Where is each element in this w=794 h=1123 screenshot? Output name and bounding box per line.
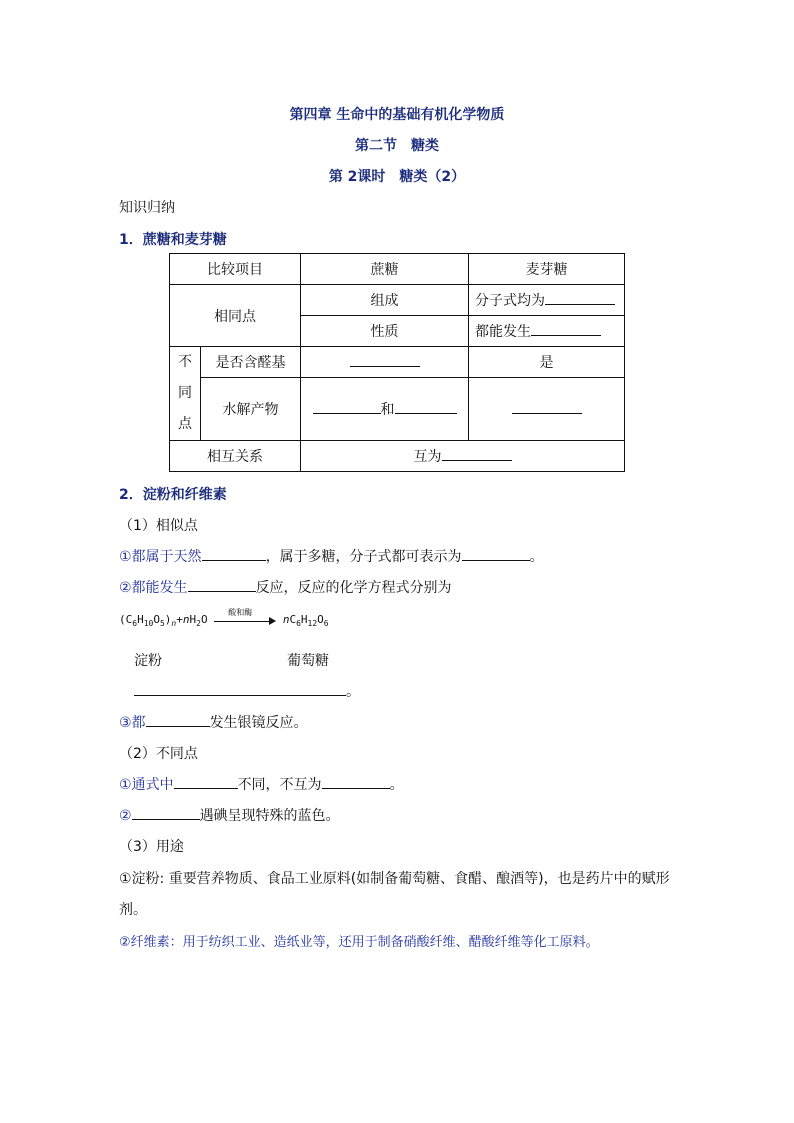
d1c-text: 。 xyxy=(389,777,404,793)
s2a-text: ②都能发生 xyxy=(119,580,188,596)
s3b-text: 发生银镜反应。 xyxy=(209,715,308,731)
table-row xyxy=(170,254,625,285)
diff-char: 同 xyxy=(178,385,192,401)
aldehyde-label: 是否含醛基 xyxy=(201,347,301,378)
table-row xyxy=(170,441,625,472)
different-line-2 xyxy=(119,805,340,825)
diff-char: 不 xyxy=(178,354,192,370)
formula-cell xyxy=(469,285,625,316)
property-cell xyxy=(469,316,625,347)
s3a-text: ③都 xyxy=(119,715,146,731)
formula-same-text: 分子式均为 xyxy=(475,293,545,309)
blank xyxy=(134,683,346,696)
equation-product: $nC_6H_{12}O_6$ xyxy=(282,613,329,629)
blank xyxy=(146,714,210,727)
similar-line-2 xyxy=(119,577,452,597)
lesson-title: 第 2课时 糖类（2） xyxy=(328,169,466,185)
diff-label xyxy=(170,347,201,441)
blank xyxy=(350,354,420,367)
blank xyxy=(395,401,457,414)
table-row xyxy=(170,378,625,441)
blank xyxy=(512,401,582,414)
relation-label: 相互关系 xyxy=(170,441,301,472)
hydrolysis-label: 水解产物 xyxy=(201,378,301,441)
can-undergo-text: 都能发生 xyxy=(475,324,531,340)
aldehyde-sucrose xyxy=(301,347,469,378)
blank xyxy=(545,292,615,305)
header-maltose: 麦芽糖 xyxy=(469,254,625,285)
d1a-text: ①通式中 xyxy=(119,777,174,793)
s2b-text: 反应，反应的化学方程式分别为 xyxy=(255,580,452,596)
reaction-arrow xyxy=(214,608,276,626)
part2-heading: 2．淀粉和纤维素 xyxy=(119,487,227,503)
s1a-text: ①都属于天然 xyxy=(119,549,202,565)
blank xyxy=(202,548,266,561)
diff-char: 点 xyxy=(178,416,192,432)
blank xyxy=(313,401,381,414)
header-sucrose: 蔗糖 xyxy=(301,254,469,285)
same-label: 相同点 xyxy=(170,285,301,347)
composition-label: 组成 xyxy=(301,285,469,316)
blank xyxy=(462,548,530,561)
blank xyxy=(174,776,238,789)
and-text: 和 xyxy=(380,402,395,419)
end-period: 。 xyxy=(346,684,360,700)
blank xyxy=(531,323,601,336)
are-mutual-text: 互为 xyxy=(413,449,442,465)
catalyst-label: 酸和酶 xyxy=(228,608,253,617)
uses-heading: （3）用途 xyxy=(119,839,184,855)
hydrolysis-equation xyxy=(119,608,329,629)
similar-heading: （1）相似点 xyxy=(119,518,198,534)
label-glucose: 葡萄糖 xyxy=(287,653,329,669)
label-starch: 淀粉 xyxy=(134,653,162,669)
s1b-text: ，属于多糖，分子式都可表示为 xyxy=(265,549,462,565)
header-item: 比较项目 xyxy=(170,254,301,285)
equation-reactant: $(C_6H_{10}O_5)_n+nH_2O$ xyxy=(119,613,208,629)
uses-line-1: ①淀粉: 重要营养物质、食品工业原料(如制备葡萄糖、食醋、酿酒等)，也是药片中的赋形 xyxy=(119,871,670,887)
intro-label: 知识归纳 xyxy=(119,200,175,216)
equation-blank-line xyxy=(134,681,360,701)
different-heading: （2）不同点 xyxy=(119,746,198,762)
comparison-table xyxy=(169,253,625,472)
property-label: 性质 xyxy=(301,316,469,347)
section-title: 第二节 糖类 xyxy=(355,138,439,154)
s1c-text: 。 xyxy=(529,549,544,565)
hydrolysis-maltose xyxy=(469,378,625,441)
uses-line-1-cont: 剂。 xyxy=(119,902,147,918)
part1-heading: 1．蔗糖和麦芽糖 xyxy=(119,232,227,248)
d2a-text: ② xyxy=(119,808,132,824)
similar-line-1 xyxy=(119,546,544,566)
relation-cell xyxy=(301,441,625,472)
aldehyde-maltose: 是 xyxy=(469,347,625,378)
uses-line-2: ②纤维素：用于纺织工业、造纸业等，还用于制备硝酸纤维、醋酸纤维等化工原料。 xyxy=(119,935,599,950)
table-row xyxy=(170,347,625,378)
blank xyxy=(188,579,256,592)
similar-line-3 xyxy=(119,712,308,732)
different-line-1 xyxy=(119,774,404,794)
hydrolysis-sucrose xyxy=(301,378,469,441)
d2b-text: 遇碘呈现特殊的蓝色。 xyxy=(199,808,340,824)
table-row xyxy=(170,285,625,316)
blank xyxy=(322,776,390,789)
d1b-text: 不同，不互为 xyxy=(237,777,322,793)
chapter-title: 第四章 生命中的基础有机化学物质 xyxy=(289,107,505,123)
blank xyxy=(132,807,200,820)
blank xyxy=(442,448,512,461)
